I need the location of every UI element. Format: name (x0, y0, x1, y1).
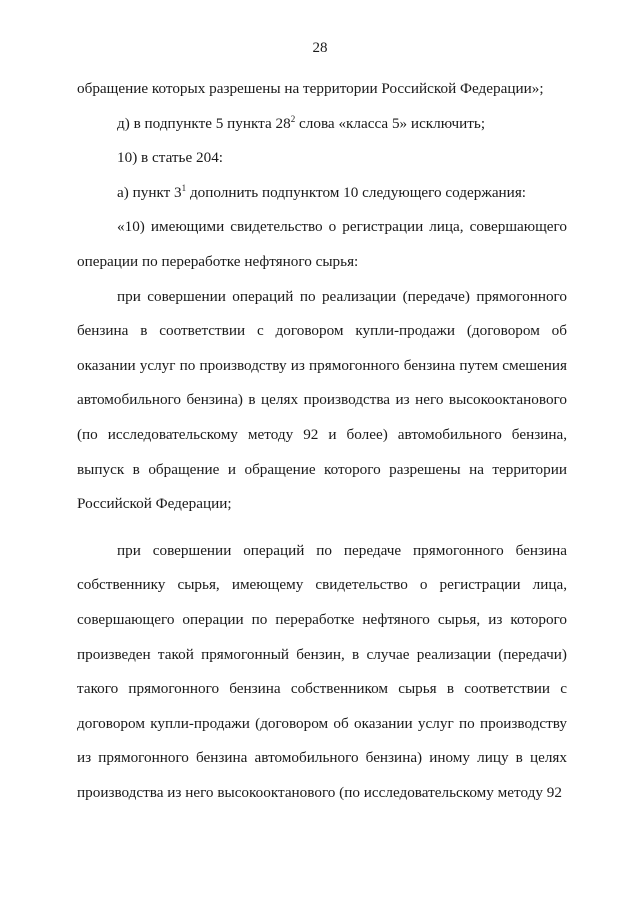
paragraph-text-before: д) в подпункте 5 пункта 28 (117, 114, 291, 132)
document-body (77, 72, 567, 810)
paragraph-sale-operations: при совершении операций по реализации (передаче) прямогонного бензина в соответствии с договором купли-продажи (договором об оказании услуг по производству из прямогонного бензина путем смешения автомобильного бензина) в целях производства из него высокооктанового (по исследовательскому методу 92 и более) автомобильного бензина, выпуск в обращение и обращение которого разрешены на территории Российской Федерации; (77, 287, 567, 513)
paragraph-subitem-a (77, 176, 567, 211)
superscript: 2 (290, 113, 296, 124)
paragraph-item-10: 10) в статье 204: (117, 149, 224, 167)
paragraph-subitem-d (77, 107, 567, 142)
paragraph-text-before: а) пункт 3 (117, 183, 182, 201)
page-number: 28 (312, 40, 328, 56)
paragraph-text-after: дополнить подпунктом 10 следующего содержания: (186, 183, 527, 201)
paragraph-text-after: слова «класса 5» исключить; (295, 114, 486, 132)
paragraph-quote-10: «10) имеющими свидетельство о регистрации лица, совершающего операции по переработке нефтяного сырья: (77, 218, 567, 270)
superscript: 1 (181, 182, 187, 193)
paragraph-continuation: обращение которых разрешены на территории Российской Федерации»; (77, 80, 544, 97)
paragraph-transfer-operations: при совершении операций по передаче прямогонного бензина собственнику сырья, имеющему свидетельство о регистрации лица, совершающего операции по переработке нефтяного сырья, из которого произведен такой прямогонный бензин, в случае реализации (передачи) такого прямогонного бензина собственником сырья в соответствии с договором купли-продажи (договором об оказании услуг по производству из прямогонного бензина автомобильного бензина) иному лицу в целях производства из него высокооктанового (по исследовательскому методу 92 (77, 541, 567, 801)
